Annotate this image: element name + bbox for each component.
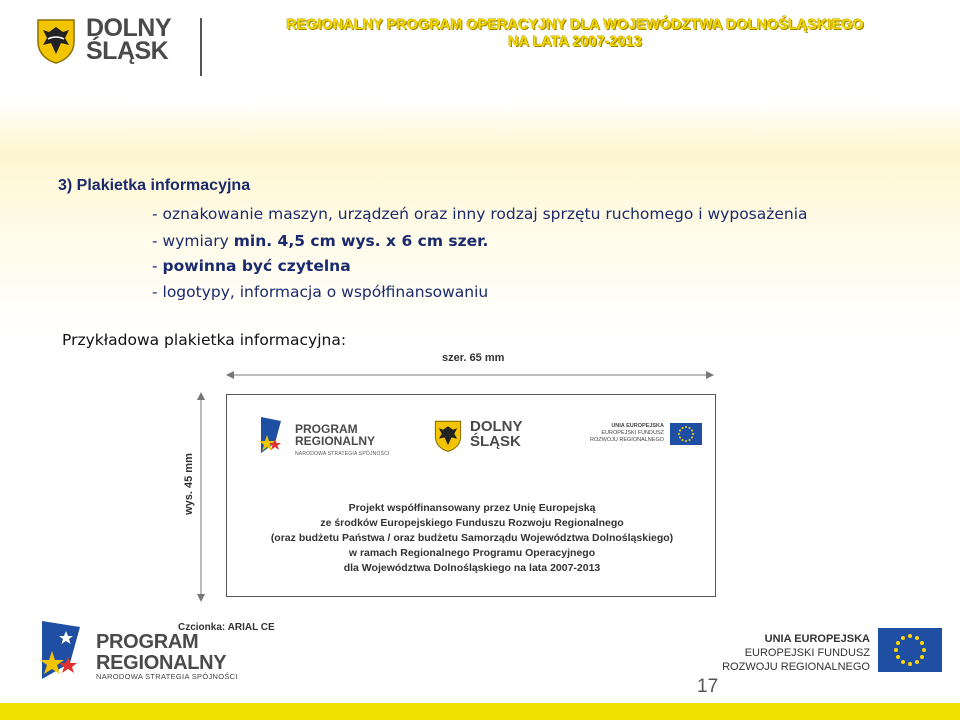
font-note: Czcionka: ARIAL CE [178,622,275,633]
program-regionalny-logo-icon [36,617,86,687]
footer-eu-line-2: EUROPEJSKI FUNDUSZ [744,647,870,659]
brand-line-1: DOLNY [86,14,171,42]
brand-line-2: ŚLĄSK [86,37,169,65]
program-title-line-2: NA LATA 2007-2013 [508,34,642,50]
plaque-eu-text [569,423,664,444]
eu-flag-icon [670,420,702,448]
plaque-eu-line-3: ROZWOJU REGIONALNEGO [590,437,664,443]
plaque-program-line-2: REGIONALNY [295,434,376,448]
footer-program-name [96,632,226,674]
header-divider [200,18,202,76]
eu-flag-icon [878,628,942,672]
plaque-brand-name [470,419,523,449]
plaque-body-line-1: Projekt współfinansowany przez Unię Europejską [348,502,596,514]
dolny-slask-crest-icon [36,18,76,64]
footer-program-line-1: PROGRAM [96,631,199,653]
height-dimension-label: wys. 45 mm [182,453,195,515]
plaque-cofinancing-text [233,501,711,576]
plaque-program-name [295,423,375,447]
footer-program-line-2: REGIONALNY [96,652,227,674]
footer-eu-line-3: ROZWOJU REGIONALNEGO [722,661,870,673]
plaque-body-line-4: w ramach Regionalnego Programu Operacyjnego [348,547,596,559]
plaque-program-subtitle: NARODOWA STRATEGIA SPÓJNOŚCI [295,451,390,457]
bullet-2-text: - wymiary [152,232,234,250]
plaque-eu-line-1: UNIA EUROPEJSKA [611,423,664,429]
program-title [250,17,900,51]
bullet-1-text: - oznakowanie maszyn, urządzeń oraz inny rodzaj sprzętu ruchomego i wyposażenia [152,205,808,223]
bullet-item-2 [152,232,488,250]
section-title: 3) Plakietka informacyjna [58,177,251,194]
info-plaque [226,394,716,597]
bullet-item-1 [152,205,808,223]
page-header [0,0,960,100]
bottom-band [0,703,960,720]
bullet-3-text: - [152,257,163,275]
footer-eu-text [700,632,870,674]
plaque-body-line-3: (oraz budżetu Państwa / oraz budżetu Samorządu Województwa Dolnośląskiego) [270,532,674,544]
footer-eu-line-1: UNIA EUROPEJSKA [764,633,870,645]
example-intro: Przykładowa plakietka informacyjna: [62,331,347,349]
plaque-eu-line-2: EUROPEJSKI FUNDUSZ [601,430,664,436]
plaque-program-line-1: PROGRAM [295,422,358,436]
plaque-body-line-5: dla Województwa Dolnośląskiego na lata 2007-2013 [343,562,601,574]
bullet-3-bold: powinna być czytelna [162,257,351,275]
plaque-brand-line-1: DOLNY [470,418,523,435]
plaque-body-line-2: ze środków Europejskiego Funduszu Rozwoju Regionalnego [320,517,624,529]
bullet-2-bold: min. 4,5 cm wys. x 6 cm szer. [233,232,489,250]
width-dimension-label: szer. 65 mm [442,352,505,364]
bullet-item-4 [152,283,488,301]
brand-name [86,14,171,65]
footer-program-subtitle: NARODOWA STRATEGIA SPÓJNOŚCI [96,672,238,681]
dolny-slask-crest-icon [434,419,462,453]
page-number: 17 [697,676,719,697]
program-regionalny-logo-icon [257,413,285,459]
bullet-4-text: - logotypy, informacja o współfinansowaniu [152,283,489,301]
bullet-item-3 [152,257,351,275]
program-title-line-1: REGIONALNY PROGRAM OPERACYJNY DLA WOJEWÓDZTWA DOLNOŚLĄSKIEGO [286,17,864,33]
width-dimension-arrow [226,368,714,382]
plaque-brand-line-2: ŚLĄSK [470,433,521,450]
height-dimension-arrow [194,392,208,602]
sample-plaque-figure [170,350,730,610]
